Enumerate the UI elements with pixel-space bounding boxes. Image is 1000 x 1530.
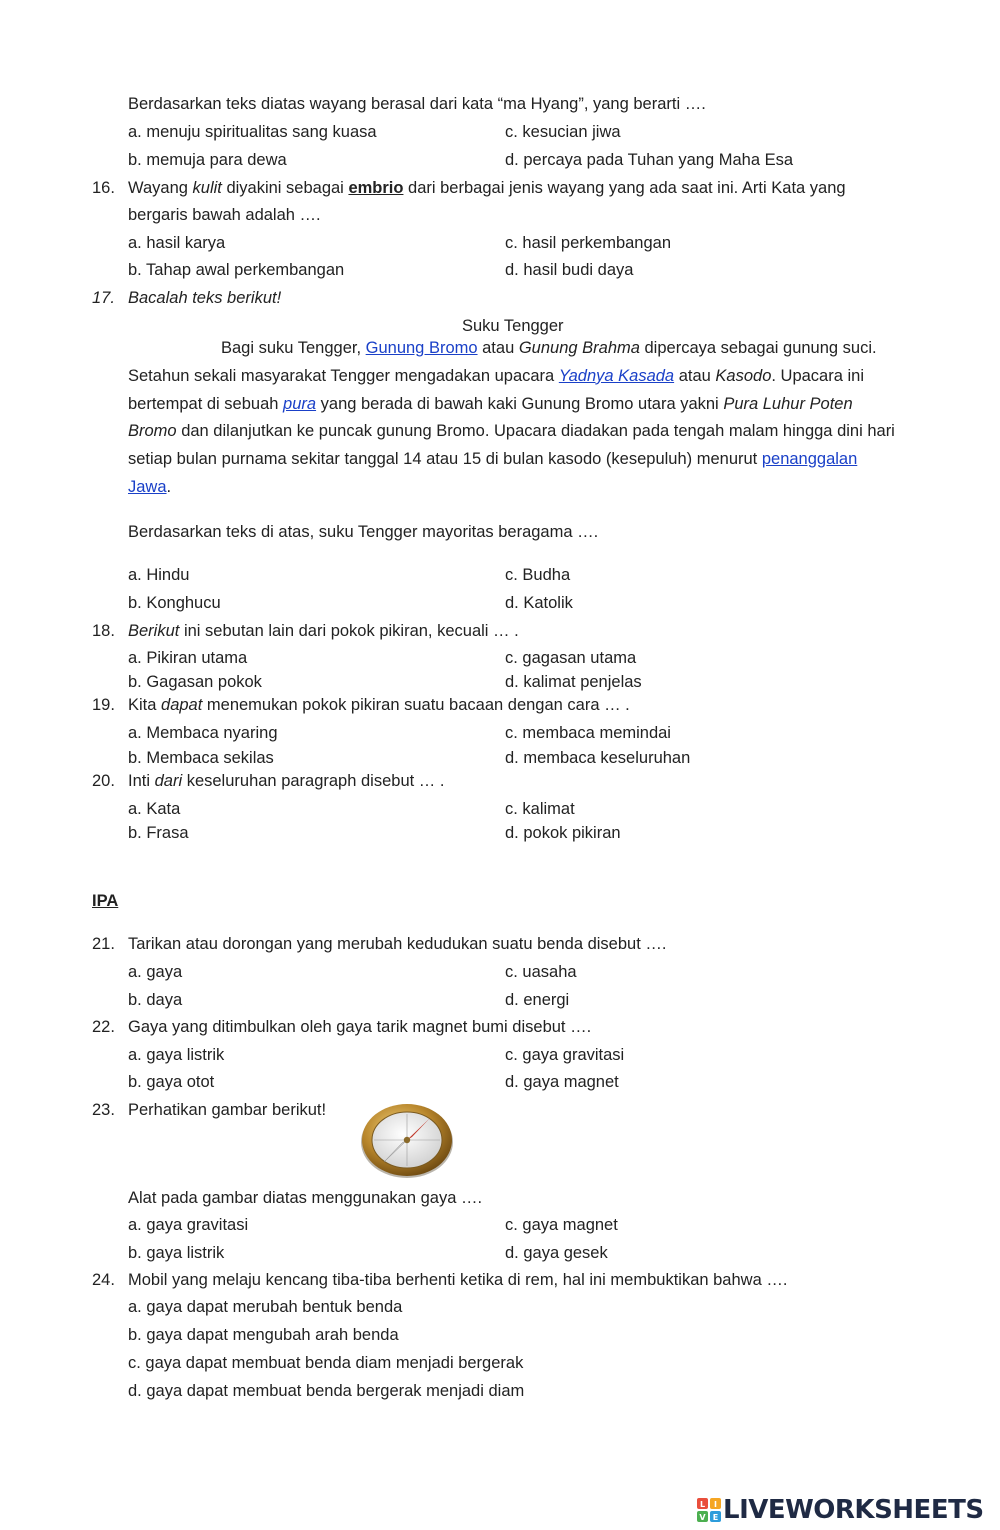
link-yadnya-kasada[interactable]: Yadnya Kasada [558, 366, 675, 385]
logo-letter-e: E [712, 1512, 719, 1522]
q15-option-a[interactable]: a. menuju spiritualitas sang kuasa [128, 123, 377, 141]
q18-option-c[interactable]: c. gagasan utama [505, 649, 637, 667]
liveworksheets-logo[interactable] [697, 1494, 984, 1526]
reading-paragraph: Bagi suku Tengger, Gunung Bromo atau Gunung Brahma dipercaya sebagai gunung suci. Setahun sekali masyarakat Tengger mengadakan upacara Yadnya Kasada atau Kasodo. Upacara ini bertempat di sebuah pura yang berada di bawah kaki Gunung Bromo utara yakni Pura Luhur Poten Bromo dan dilanjutkan ke puncak gunung Bromo. Upacara diadakan pada tengah malam hingga dini hari setiap bulan purnama sekitar tanggal 14 atau 15 di bulan kasodo (kesepuluh) menurut penanggalan Jawa. [128, 339, 895, 496]
q22-number: 22. [92, 1018, 115, 1036]
q22-option-b[interactable]: b. gaya otot [128, 1073, 215, 1091]
q20-number: 20. [92, 772, 115, 790]
q17-number: 17. [92, 289, 115, 307]
reading-title: Suku Tengger [462, 317, 564, 335]
link-gunung-bromo[interactable]: Gunung Bromo [365, 339, 478, 357]
q21-number: 21. [92, 935, 115, 953]
q24-option-d[interactable]: d. gaya dapat membuat benda bergerak menjadi diam [128, 1382, 525, 1400]
q24-option-b[interactable]: b. gaya dapat mengubah arah benda [128, 1326, 399, 1344]
q21-stem: Tarikan atau dorongan yang merubah kedudukan suatu benda disebut …. [128, 935, 667, 953]
q18-stem: Berikut ini sebutan lain dari pokok pikiran, kecuali … . [128, 622, 519, 640]
q16-number: 16. [92, 179, 115, 197]
q20-option-c[interactable]: c. kalimat [505, 800, 575, 818]
q17-option-d[interactable]: d. Katolik [505, 594, 573, 612]
q22-option-d[interactable]: d. gaya magnet [505, 1073, 619, 1091]
q21-option-a[interactable]: a. gaya [128, 963, 183, 981]
q23-number: 23. [92, 1101, 115, 1119]
q17-option-c[interactable]: c. Budha [505, 566, 571, 584]
q15-stem: Berdasarkan teks diatas wayang berasal dari kata “ma Hyang”, yang berarti …. [128, 95, 706, 113]
logo-letter-l: L [699, 1499, 706, 1509]
q17-question: Berdasarkan teks di atas, suku Tengger mayoritas beragama …. [128, 523, 599, 541]
q22-stem: Gaya yang ditimbulkan oleh gaya tarik magnet bumi disebut …. [128, 1018, 592, 1036]
q15-option-b[interactable]: b. memuja para dewa [128, 151, 287, 169]
q18-option-a[interactable]: a. Pikiran utama [128, 649, 248, 667]
q23-option-b[interactable]: b. gaya listrik [128, 1244, 225, 1262]
q17-option-a[interactable]: a. Hindu [128, 566, 190, 584]
q23-stem: Perhatikan gambar berikut! [128, 1101, 327, 1119]
q18-option-d[interactable]: d. kalimat penjelas [505, 673, 642, 691]
q20-stem: Inti dari keseluruhan paragraph disebut … . [128, 772, 445, 790]
logo-text: LIVEWORKSHEETS [723, 1495, 984, 1525]
q16-option-c[interactable]: c. hasil perkembangan [505, 234, 672, 252]
q16-stem-line2: bergaris bawah adalah …. [128, 206, 321, 224]
q17-stem: Bacalah teks berikut! [128, 289, 282, 307]
q24-number: 24. [92, 1271, 115, 1289]
link-penanggalan-jawa[interactable]: penanggalan Jawa [128, 450, 858, 496]
q18-number: 18. [92, 622, 115, 640]
q16-option-a[interactable]: a. hasil karya [128, 234, 226, 252]
q22-option-a[interactable]: a. gaya listrik [128, 1046, 225, 1064]
q16-option-b[interactable]: b. Tahap awal perkembangan [128, 261, 345, 279]
q21-option-b[interactable]: b. daya [128, 991, 183, 1009]
q19-option-c[interactable]: c. membaca memindai [505, 724, 671, 742]
q23-option-c[interactable]: c. gaya magnet [505, 1216, 618, 1234]
q24-option-a[interactable]: a. gaya dapat merubah bentuk benda [128, 1298, 403, 1316]
underlined-word: embrio [348, 179, 404, 197]
q23-option-d[interactable]: d. gaya gesek [505, 1244, 608, 1262]
q24-stem: Mobil yang melaju kencang tiba-tiba berhenti ketika di rem, hal ini membuktikan bahwa …. [128, 1271, 788, 1289]
compass-image [360, 1100, 454, 1180]
q19-stem: Kita dapat menemukan pokok pikiran suatu bacaan dengan cara … . [128, 696, 630, 714]
q20-option-a[interactable]: a. Kata [128, 800, 181, 818]
logo-tiles-icon [697, 1498, 721, 1522]
link-pura[interactable]: pura [283, 394, 317, 413]
q18-option-b[interactable]: b. Gagasan pokok [128, 673, 262, 691]
q16-option-d[interactable]: d. hasil budi daya [505, 261, 634, 279]
q17-option-b[interactable]: b. Konghucu [128, 594, 221, 612]
q23-question: Alat pada gambar diatas menggunakan gaya …. [128, 1189, 483, 1207]
q16-stem: Wayang kulit diyakini sebagai embrio dari berbagai jenis wayang yang ada saat ini. Arti Kata yang [128, 179, 846, 197]
q19-option-d[interactable]: d. membaca keseluruhan [505, 749, 691, 767]
q24-option-c[interactable]: c. gaya dapat membuat benda diam menjadi bergerak [128, 1354, 524, 1372]
q19-option-a[interactable]: a. Membaca nyaring [128, 724, 278, 742]
q22-option-c[interactable]: c. gaya gravitasi [505, 1046, 625, 1064]
logo-letter-v: V [699, 1512, 706, 1522]
section-heading-ipa: IPA [92, 892, 119, 910]
q20-option-d[interactable]: d. pokok pikiran [505, 824, 621, 842]
q20-option-b[interactable]: b. Frasa [128, 824, 189, 842]
q15-option-d[interactable]: d. percaya pada Tuhan yang Maha Esa [505, 151, 794, 169]
q15-option-c[interactable]: c. kesucian jiwa [505, 123, 621, 141]
q23-option-a[interactable]: a. gaya gravitasi [128, 1216, 249, 1234]
logo-letter-i: I [714, 1499, 717, 1509]
q19-number: 19. [92, 696, 115, 714]
q21-option-c[interactable]: c. uasaha [505, 963, 577, 981]
q19-option-b[interactable]: b. Membaca sekilas [128, 749, 274, 767]
q21-option-d[interactable]: d. energi [505, 991, 570, 1009]
